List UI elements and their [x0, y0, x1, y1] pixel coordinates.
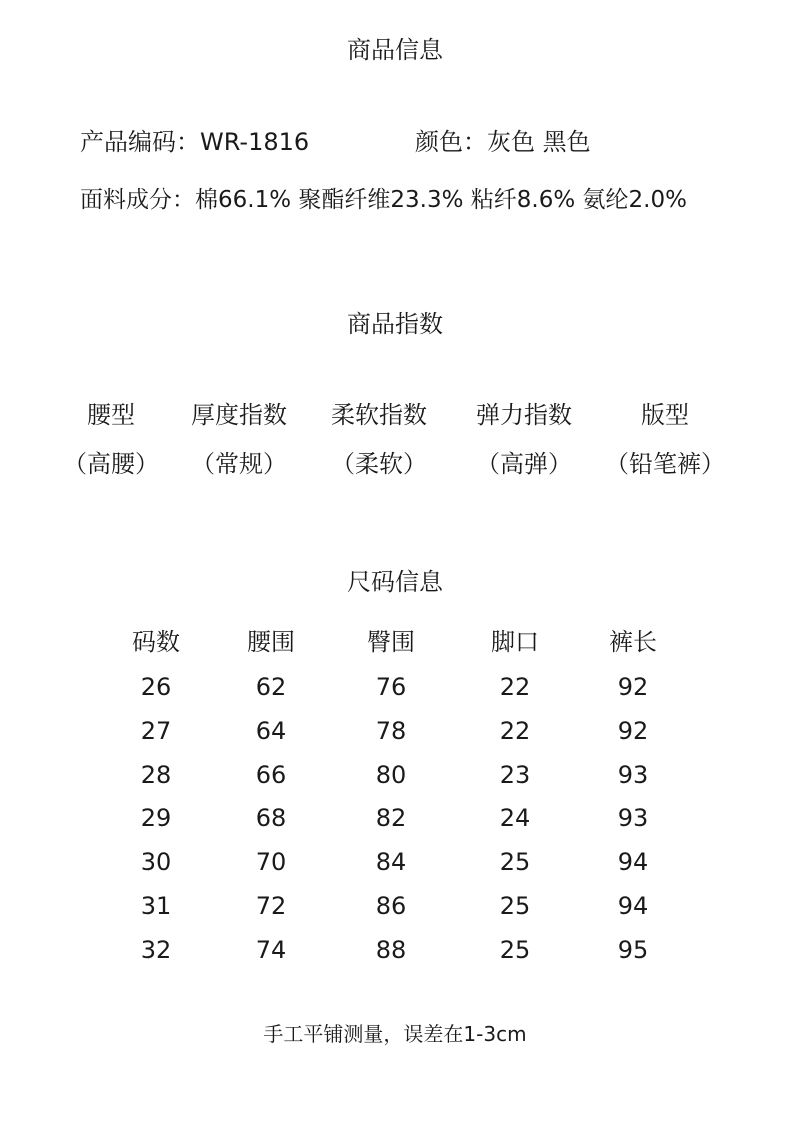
index-item-waist: [46, 395, 176, 479]
size-cell: 82: [375, 804, 407, 833]
size-column-size: [101, 622, 211, 973]
index-label: 厚度指数: [191, 401, 287, 429]
size-cell: 32: [140, 935, 172, 964]
size-column-hip: [336, 622, 446, 973]
index-label: 腰型: [87, 401, 135, 429]
product-index-title: 商品指数: [347, 310, 443, 338]
size-cell: 80: [375, 760, 407, 789]
size-cell: 72: [255, 891, 287, 920]
size-column-hem: [460, 622, 570, 973]
index-item-fit: [600, 395, 730, 479]
size-header: 裤长: [609, 628, 657, 656]
fabric-composition: 面料成分：棉66.1% 聚酯纤维23.3% 粘纤8.6% 氨纶2.0%: [80, 187, 687, 213]
size-cell: 70: [255, 848, 287, 877]
size-column-waist: [216, 622, 326, 973]
product-info-title: 商品信息: [347, 36, 443, 64]
size-column-length: [578, 622, 688, 973]
index-value: （高腰）: [63, 450, 159, 478]
size-cell: 25: [499, 848, 531, 877]
size-cell: 84: [375, 848, 407, 877]
size-header: 码数: [132, 628, 180, 656]
size-cell: 26: [140, 673, 172, 701]
size-cell: 94: [617, 848, 649, 877]
size-cell: 23: [499, 760, 531, 789]
size-cell: 94: [617, 891, 649, 920]
size-cell: 74: [255, 935, 287, 964]
size-header: 腰围: [247, 628, 295, 656]
size-cell: 24: [499, 804, 531, 833]
product-color: 颜色：灰色 黑色: [415, 128, 591, 156]
size-cell: 66: [255, 760, 287, 789]
size-cell: 88: [375, 935, 407, 964]
index-item-thickness: [174, 395, 304, 479]
size-cell: 93: [617, 760, 649, 789]
size-cell: 95: [617, 935, 649, 964]
product-code: 产品编码：WR-1816: [80, 128, 310, 156]
index-item-softness: [314, 395, 444, 479]
index-value: （高弹）: [476, 450, 572, 478]
size-cell: 31: [140, 891, 172, 920]
measurement-note: 手工平铺测量，误差在1-3cm: [263, 1022, 527, 1046]
size-cell: 68: [255, 804, 287, 833]
size-cell: 27: [140, 716, 172, 745]
size-info-title: 尺码信息: [347, 568, 443, 596]
size-cell: 86: [375, 891, 407, 920]
index-label: 版型: [641, 401, 689, 429]
size-header: 臀围: [367, 628, 415, 656]
index-value: （柔软）: [331, 450, 427, 478]
size-cell: 78: [375, 716, 407, 745]
size-cell: 25: [499, 935, 531, 964]
size-cell: 22: [499, 673, 531, 701]
size-cell: 92: [617, 673, 649, 701]
index-label: 弹力指数: [476, 401, 572, 429]
size-cell: 64: [255, 716, 287, 745]
size-cell: 92: [617, 716, 649, 745]
size-cell: 25: [499, 891, 531, 920]
size-cell: 29: [140, 804, 172, 833]
size-cell: 28: [140, 760, 172, 789]
size-cell: 93: [617, 804, 649, 833]
index-label: 柔软指数: [331, 401, 427, 429]
index-item-elasticity: [459, 395, 589, 479]
size-cell: 30: [140, 848, 172, 877]
index-value: （铅笔裤）: [605, 450, 725, 478]
size-cell: 76: [375, 673, 407, 701]
index-value: （常规）: [191, 450, 287, 478]
size-cell: 62: [255, 673, 287, 701]
size-cell: 22: [499, 716, 531, 745]
size-header: 脚口: [491, 628, 539, 656]
